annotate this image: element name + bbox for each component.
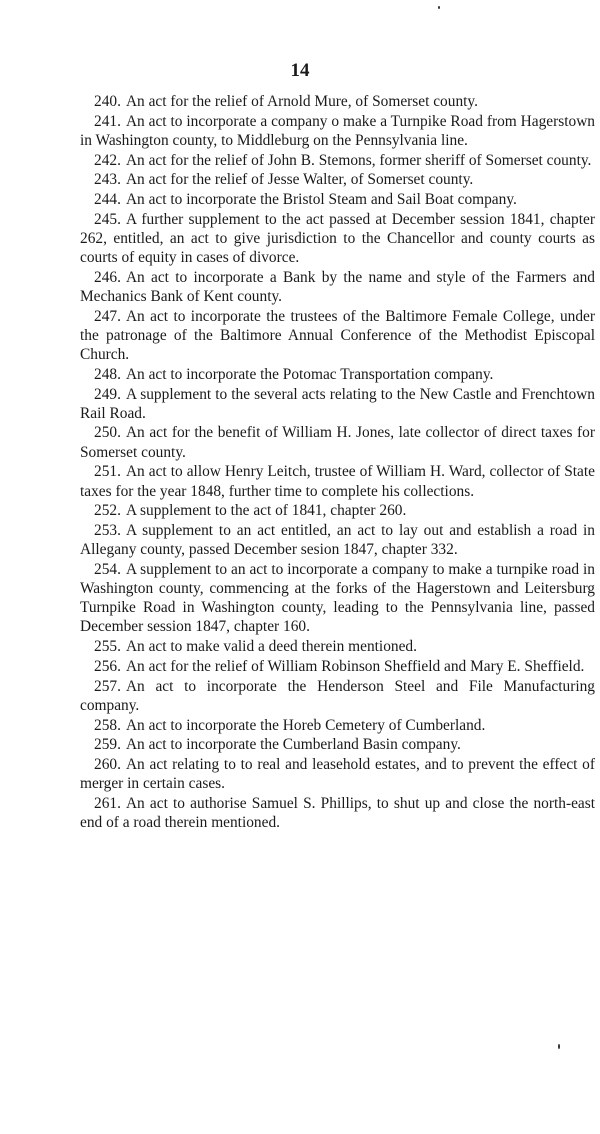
act-text: An act to authorise Samuel S. Phillips, to shut up and close the north-east end of a road therein mentioned. <box>80 794 595 832</box>
act-text: A supplement to the act of 1841, chapter 260. <box>125 502 407 520</box>
act-number: 255. <box>94 638 121 656</box>
act-text: An act to incorporate the Cumberland Basin company. <box>125 736 461 754</box>
act-entry <box>80 268 595 306</box>
act-number: 240. <box>94 93 121 110</box>
act-text: An act to incorporate a Bank by the name and style of the Farmers and Mechanics Bank of Kent county. <box>80 268 595 306</box>
act-text: An act for the relief of Arnold Mure, of Somerset county. <box>125 93 478 110</box>
act-entry <box>80 755 595 793</box>
act-entry <box>80 521 595 559</box>
acts-list <box>80 92 595 833</box>
act-number: 245. <box>94 210 121 228</box>
act-entry <box>80 190 595 209</box>
act-number: 246. <box>94 268 121 286</box>
act-number: 244. <box>94 191 121 209</box>
act-entry <box>80 307 595 365</box>
ink-speck <box>558 1044 560 1049</box>
act-text: An act to incorporate the Potomac Transportation company. <box>125 365 494 383</box>
act-number: 251. <box>94 463 121 481</box>
act-number: 261. <box>94 794 121 812</box>
act-number: 258. <box>94 716 121 734</box>
act-text: An act to incorporate the Bristol Steam and Sail Boat company. <box>125 191 517 209</box>
act-number: 254. <box>94 560 121 578</box>
act-text: A supplement to an act entitled, an act to lay out and establish a road in Allegany county, passed December sesion 1847, chapter 332. <box>80 521 595 559</box>
act-entry <box>80 735 595 754</box>
act-text: An act to allow Henry Leitch, trustee of William H. Ward, collector of State taxes for the year 1848, further time to complete his collections. <box>80 463 595 500</box>
act-entry <box>80 501 595 520</box>
act-number: 260. <box>94 755 121 773</box>
act-entry <box>80 423 595 461</box>
page-number: 14 <box>290 60 310 81</box>
act-text: An act to incorporate the Horeb Cemetery of Cumberland. <box>125 716 486 734</box>
act-entry <box>80 92 595 111</box>
act-number: 243. <box>94 171 121 189</box>
act-entry <box>80 210 595 268</box>
act-entry <box>80 385 595 423</box>
act-entry <box>80 657 595 676</box>
act-text: An act to incorporate the Henderson Steel and File Manufacturing company. <box>80 677 595 714</box>
act-text: An act for the benefit of William H. Jones, late collector of direct taxes for Somerset county. <box>80 424 595 461</box>
act-number: 259. <box>94 736 121 754</box>
act-number: 248. <box>94 365 121 383</box>
act-entry <box>80 151 595 170</box>
act-text: A further supplement to the act passed at December session 1841, chapter 262, entitled, an act to give jurisdiction to the Chancellor and county courts as courts of equity in cases of divorce. <box>80 210 595 267</box>
act-text: An act to make valid a deed therein mentioned. <box>125 638 417 656</box>
act-entry <box>80 716 595 735</box>
act-text: An act for the relief of John B. Stemons, former sheriff of Somerset county. <box>125 151 592 169</box>
act-entry <box>80 112 595 150</box>
ink-speck <box>438 6 440 9</box>
act-entry <box>80 677 595 715</box>
act-entry <box>80 365 595 384</box>
act-number: 241. <box>94 112 121 130</box>
act-number: 253. <box>94 521 121 539</box>
act-number: 249. <box>94 385 121 403</box>
act-text: A supplement to an act to incorporate a company to make a turnpike road in Washington county, commencing at the forks of the Hagerstown and Leitersburg Turnpike Road in Washington county, leading to the Pennsylvania line, passed December session 1847, chapter 160. <box>80 560 595 636</box>
act-number: 242. <box>94 151 121 169</box>
act-text: An act for the relief of William Robinson Sheffield and Mary E. Sheffield. <box>125 657 585 675</box>
act-text: An act relating to to real and leasehold estates, and to prevent the effect of merger in certain cases. <box>80 755 595 793</box>
act-number: 252. <box>94 502 121 520</box>
act-text: An act for the relief of Jesse Walter, of Somerset county. <box>125 171 474 189</box>
act-number: 250. <box>94 424 121 442</box>
act-text: An act to incorporate the trustees of the Baltimore Female College, under the patronage of the Baltimore Annual Conference of the Methodist Episcopal Church. <box>80 307 595 364</box>
act-text: A supplement to the several acts relating to the New Castle and Frenchtown Rail Road. <box>80 385 595 422</box>
act-entry <box>80 794 595 832</box>
act-number: 257. <box>94 677 121 695</box>
act-number: 247. <box>94 307 121 325</box>
act-entry <box>80 170 595 189</box>
act-number: 256. <box>94 657 121 675</box>
act-entry <box>80 560 595 637</box>
act-text: An act to incorporate a company o make a Turnpike Road from Hagerstown in Washington county, to Middleburg on the Pennsylvania line. <box>80 112 595 149</box>
act-entry <box>80 637 595 656</box>
act-entry <box>80 462 595 500</box>
